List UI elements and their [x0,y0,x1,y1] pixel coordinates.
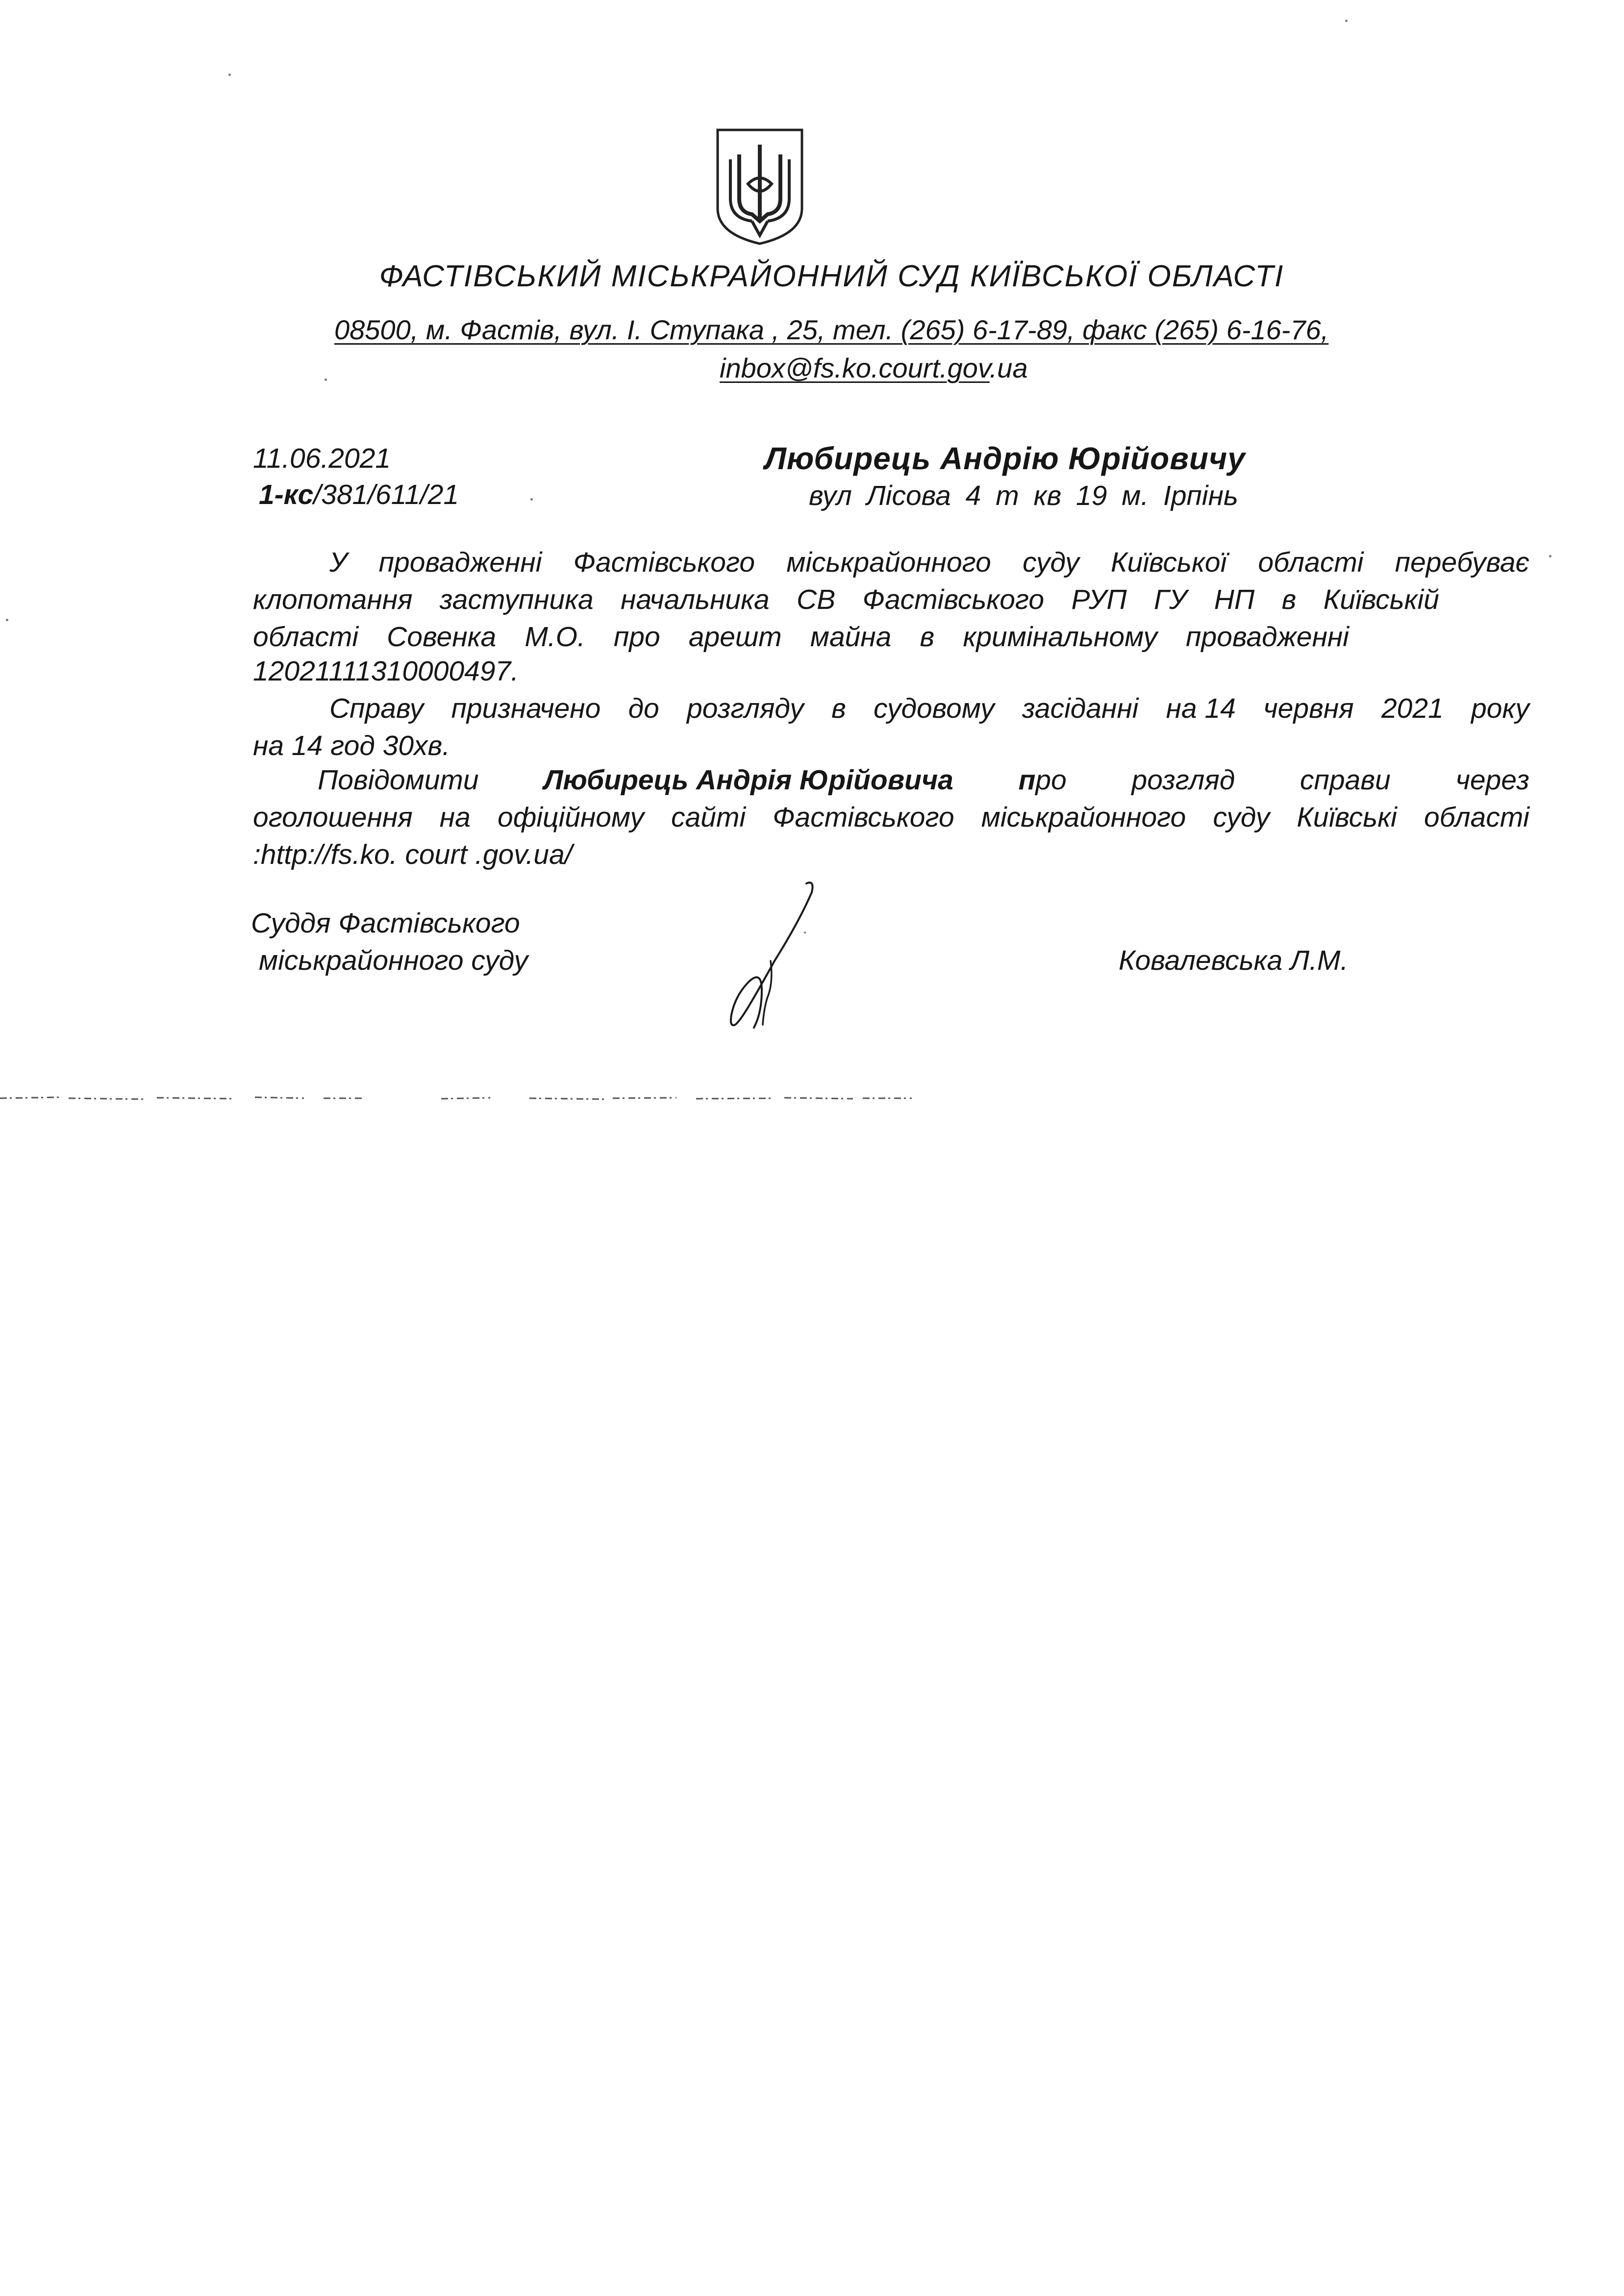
body-word: Фастівського [573,547,755,578]
case-number-prefix: 1-кс [259,479,314,510]
body-word: призначено [451,693,601,724]
recipient-name: Любирець Андрію Юрійовичу [765,441,1246,476]
body-word: сайті [671,802,746,833]
scan-speck [1345,20,1348,22]
body-word: року [1471,693,1529,724]
body-word: червня [1263,693,1354,724]
body-word: на [439,802,471,833]
scan-speck [1549,555,1551,557]
body-word: Київської [1111,547,1227,578]
body-word: області [253,621,359,653]
court-name-heading: ФАСТІВСЬКИЙ МІСЬКРАЙОННИЙ СУД КИЇВСЬКОЇ ОБЛАСТІ [379,259,1284,293]
body-word: Справу [329,693,424,724]
body-line-7 [318,764,1529,796]
court-email-suffix: .ua [989,353,1028,383]
court-email-link[interactable]: inbox@fs.ko.court.gov [720,353,990,383]
body-word: судовому [874,693,995,724]
body-word: У [329,547,348,578]
document-date: 11.06.2021 [253,443,391,474]
body-word: кримінальному [963,621,1158,653]
body-line-6: на 14 год 30хв. [253,730,450,761]
body-word: на 14 [1166,693,1236,724]
case-number [259,479,459,511]
court-website[interactable]: :http://fs.ko. court .gov.ua/ [253,839,573,870]
scan-artifact-line [0,1093,912,1103]
body-word: Фастівського [862,584,1045,615]
body-line-8 [253,801,1529,833]
body-line-5 [329,692,1529,725]
body-word: міськрайонного [981,802,1186,833]
body-word: клопотання [253,584,413,615]
body-word: Київській [1323,584,1439,615]
body-word: провадженні [1186,621,1349,653]
body-word: засіданні [1022,693,1139,724]
scan-speck [325,378,327,381]
notify-about: про [1018,764,1067,796]
scan-speck [228,74,231,76]
body-word: в [831,693,846,724]
body-word: розгляду [687,693,804,724]
body-line-2 [253,583,1439,616]
body-word: арешт [688,621,782,653]
recipient-address: вул Лісова 4 т кв 19 м. Ірпінь [809,480,1238,511]
notify-word: справи [1300,764,1391,796]
body-word: суду [1213,802,1270,833]
case-number-suffix: /381/611/21 [313,479,459,510]
body-line-4: 12021111310000497. [253,656,519,687]
judge-name: Ковалевська Л.М. [1119,945,1349,976]
court-address-line: 08500, м. Фастів, вул. І. Ступака , 25, тел. (265) 6-17-89, факс (265) 6-16-76, [334,314,1329,345]
notify-word: розгляд [1131,764,1235,796]
body-line-3 [253,621,1349,653]
body-word: оголошення [253,802,413,833]
body-word: суду [1023,547,1079,578]
body-word: області [1424,802,1529,833]
body-word: Совенка [387,621,497,653]
body-word: провадженні [378,547,542,578]
body-word: в [1281,584,1297,615]
coat-of-arms-emblem [711,125,809,248]
judge-title-line-2: міськрайонного суду [259,945,528,976]
body-word: РУП [1071,584,1127,615]
body-word: СВ [797,584,836,615]
body-word: в [920,621,935,653]
scan-speck [6,619,8,621]
notify-name: Любирець Андрія Юрійовича [544,764,953,796]
body-word: майна [810,621,892,653]
body-word: до [628,693,659,724]
body-word: начальника [621,584,770,615]
body-word: офіційному [498,802,644,833]
body-line-1 [329,546,1529,579]
notify-lead: Повідомити [318,764,479,796]
body-word: НП [1214,584,1255,615]
body-word: 2021 [1381,693,1444,724]
body-word: міськрайонного [786,547,991,578]
judge-title-line-1: Суддя Фастівського [251,908,520,939]
body-word: перебуває [1395,547,1529,578]
notify-word: через [1455,764,1529,796]
body-word: М.О. [525,621,585,653]
body-word: Фастівського [773,802,954,833]
body-word: Київські [1297,802,1397,833]
scan-speck [804,932,806,934]
body-word: ГУ [1154,584,1187,615]
body-word: заступника [439,584,594,615]
court-email-line [720,352,1028,384]
handwritten-signature [701,878,828,1030]
body-word: області [1258,547,1364,578]
body-word: про [613,621,660,653]
scan-speck [530,498,533,501]
